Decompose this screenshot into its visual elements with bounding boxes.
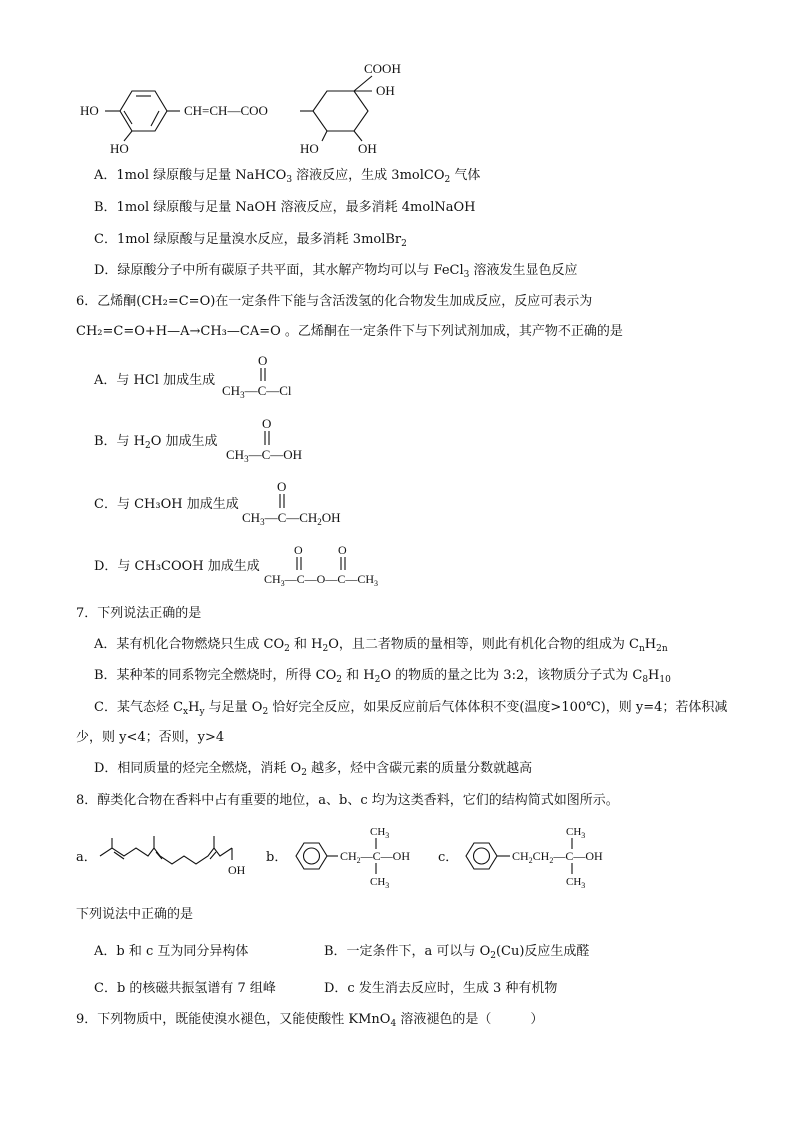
q6-stem-1: 6．乙烯酮(CH₂=C=O)在一定条件下能与含活泼氢的化合物发生加成反应，反应可表示为 [76, 294, 593, 309]
ho-label: HO [110, 141, 129, 156]
q6-option-b: B．与 $H_2O$ 加成生成 [94, 434, 218, 451]
aromatic-circle [474, 848, 490, 864]
structure-a-farnesol [96, 828, 256, 880]
bond [124, 131, 132, 141]
q5-option-b: B．1mol 绿原酸与足量 NaOH 溶液反应，最多消耗 4molNaOH [94, 200, 476, 215]
benzene-ring [120, 91, 167, 131]
o-atom: O [294, 543, 303, 557]
cooh-label: COOH [364, 61, 401, 76]
double-bond [156, 852, 162, 859]
q7-stem: 7．下列说法正确的是 [76, 606, 202, 621]
ring-bond [124, 111, 132, 124]
q8-label-a: a． [76, 850, 97, 865]
q8-ask: 下列说法中正确的是 [76, 907, 194, 922]
oh-label: OH [376, 83, 395, 98]
cyclohexane-ring [313, 91, 368, 131]
ho-label: HO [300, 141, 319, 156]
structure-b [288, 822, 448, 890]
aromatic-circle [304, 848, 320, 864]
formula: $CH_3$ [370, 876, 390, 890]
oh-label: OH [358, 141, 377, 156]
q7-option-d: D．相同质量的烃完全燃烧，消耗 $O_2$ 越多，烃中含碳元素的质量分数就越高 [94, 761, 533, 778]
q5-option-a: A．1mol 绿原酸与足量 NaHCO$_3$ 溶液反应，生成 3molCO$_2$ 气体 [94, 168, 481, 185]
q7-option-b: B．某种苯的同系物完全燃烧时，所得 $CO_2$ 和 $H_2O$ 的物质的量之比为 3:2，该物质分子式为 $C_8H_{10}$ [94, 668, 671, 685]
q8-option-c: C．b 的核磁共振氢谱有 7 组峰 [94, 981, 276, 996]
structure-acetic-anhydride [264, 542, 404, 588]
formula: $CH_3$ [566, 876, 586, 890]
q7-option-c-line1: C．某气态烃 $C_xH_y$ 与足量 $O_2$ 恰好完全反应，如果反应前后气体体积不变(温度>100℃)，则 y=4；若体积减 [94, 700, 728, 717]
structure-hydroxyacetone [242, 479, 372, 527]
q8-label-b: b． [266, 850, 288, 865]
q8-stem: 8．醇类化合物在香料中占有重要的地位，a、b、c 均为这类香料，它们的结构简式如图所示。 [76, 793, 619, 808]
chlorogenic-acid-structure [72, 56, 432, 156]
formula: $CH_3—C—O—C—CH_3$ [264, 572, 379, 588]
formula: $CH_2CH_2—C—OH$ [512, 849, 603, 865]
benzene-ring [296, 843, 327, 869]
q8-option-d: D．c 发生消去反应时，生成 3 种有机物 [324, 981, 558, 996]
formula: $CH_3—C—Cl$ [222, 383, 292, 400]
formula: $CH_2—C—OH$ [340, 849, 411, 865]
q5-option-c: C．1mol 绿原酸与足量溴水反应，最多消耗 3molBr$_2$ [94, 232, 407, 249]
benzene-ring [466, 843, 497, 869]
structure-c [460, 822, 630, 890]
structure-acetic-acid [226, 416, 336, 464]
structure-acetyl-chloride [222, 353, 332, 399]
q7-option-a: A．某有机化合物燃烧只生成 $CO_2$ 和 $H_2O$，且二者物质的量相等，则此有机化合物的组成为 $C_nH_{2n}$ [94, 637, 668, 654]
q6-option-a: A．与 HCl 加成生成 [94, 373, 216, 388]
q6-stem-2: CH₂=C=O+H—A→CH₃—CA=O 。乙烯酮在一定条件下与下列试剂加成，其产物不正确的是 [76, 324, 623, 339]
formula: $CH_3$ [370, 826, 390, 840]
oh-label: OH [228, 863, 246, 877]
formula: $CH_3—C—OH$ [226, 447, 303, 464]
bond [354, 76, 372, 91]
q9-stem: 9．下列物质中，既能使溴水褪色，又能使酸性 KMnO$_4$ 溶液褪色的是（ ） [76, 1012, 544, 1029]
formula: $CH_3—C—CH_2OH$ [242, 510, 341, 527]
bond [354, 131, 362, 141]
o-atom: O [258, 353, 268, 368]
o-atom: O [338, 543, 347, 557]
q7-option-c-line2: 少，则 y<4；否则，y>4 [76, 730, 225, 745]
q8-option-b: B．一定条件下，a 可以与 $O_2(Cu)$反应生成醛 [324, 944, 590, 961]
ho-label: HO [80, 103, 99, 118]
ring-bond [151, 111, 159, 126]
q8-label-c: c． [438, 850, 459, 865]
q8-option-a: A．b 和 c 互为同分异构体 [94, 944, 249, 959]
o-atom: O [262, 416, 272, 431]
bond [322, 131, 327, 141]
chain-label: CH=CH—COO [184, 103, 268, 118]
q6-option-d: D．与 CH₃COOH 加成生成 [94, 559, 260, 574]
q6-option-c: C．与 CH₃OH 加成生成 [94, 497, 239, 512]
q5-option-d: D．绿原酸分子中所有碳原子共平面，其水解产物均可以与 FeCl$_3$ 溶液发生显色反应 [94, 263, 578, 280]
o-atom: O [277, 479, 287, 494]
formula: $CH_3$ [566, 826, 586, 840]
